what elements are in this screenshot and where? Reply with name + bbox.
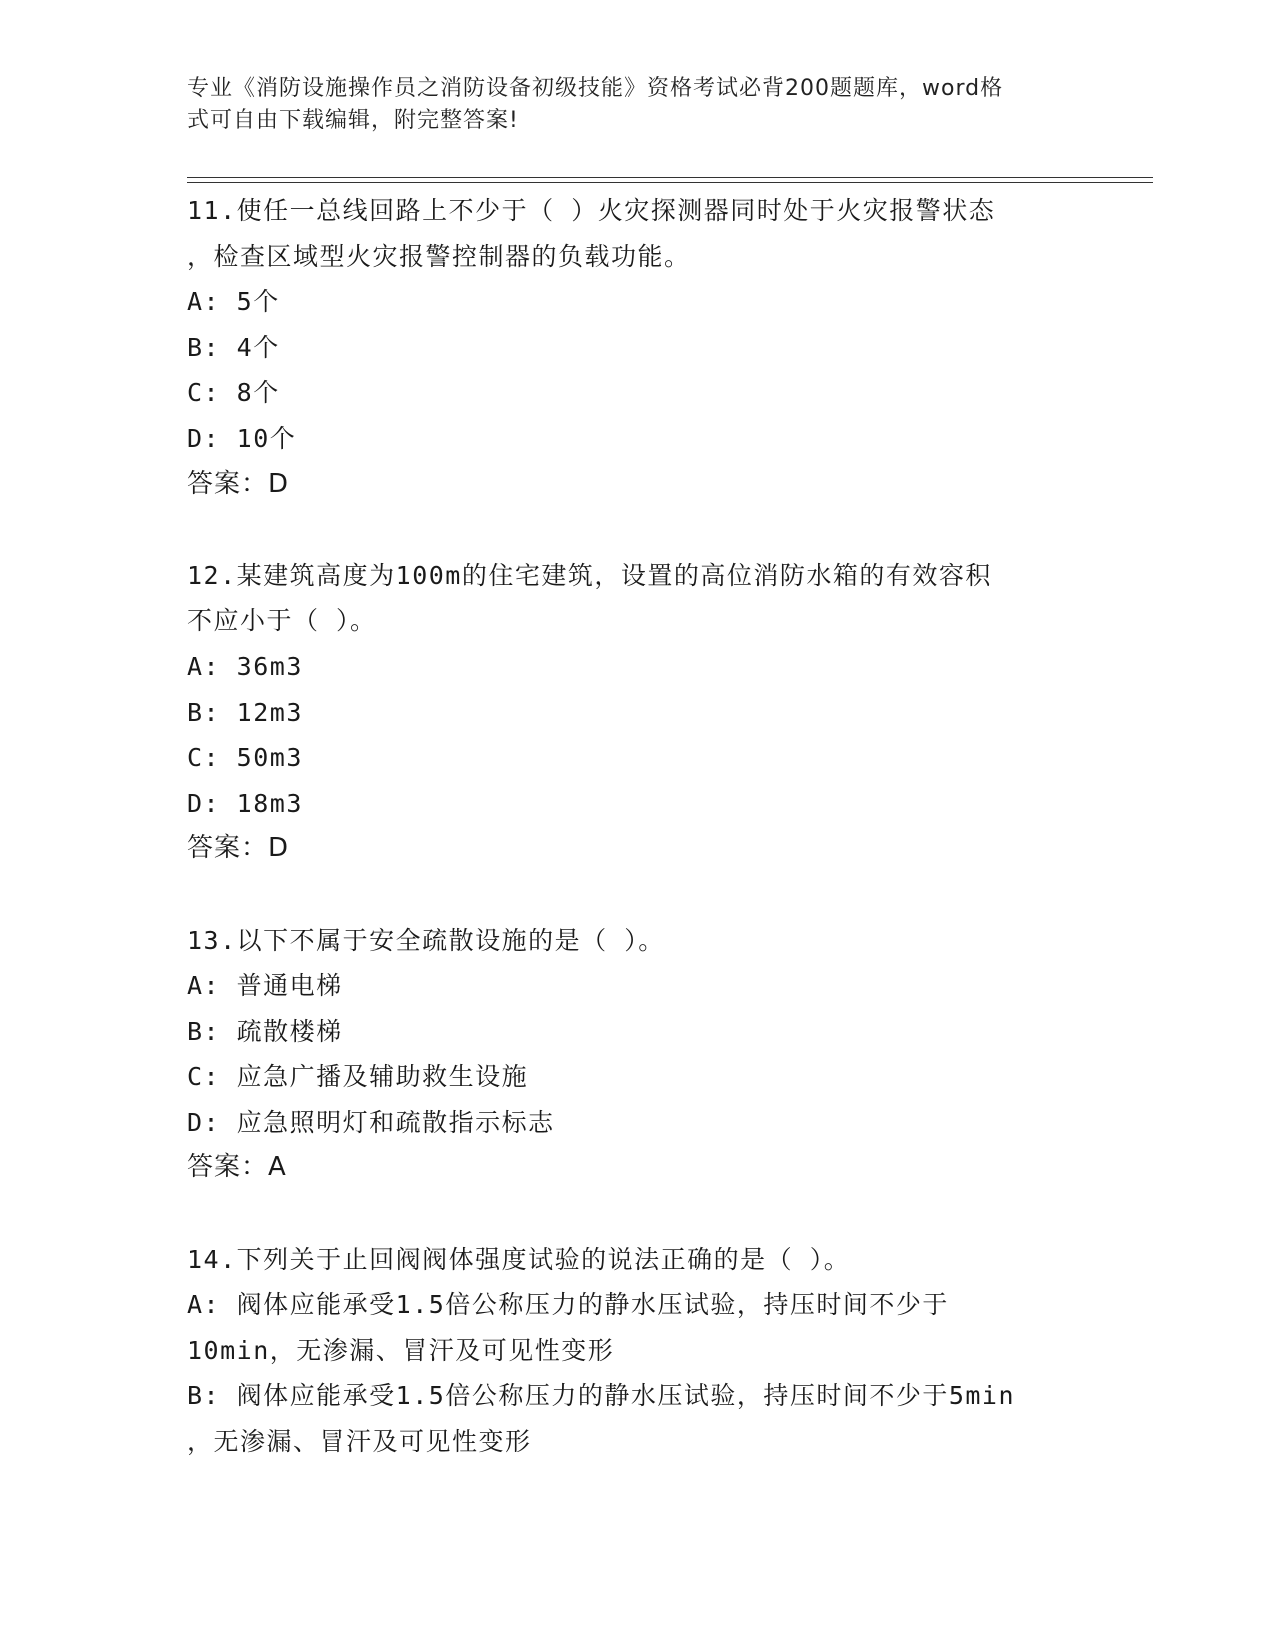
option-text: 12m3: [236, 697, 303, 727]
option-key: A:: [187, 1290, 221, 1320]
option-a: [187, 644, 1087, 690]
answer-line: 答案：A: [187, 1152, 287, 1183]
option-key: D:: [187, 788, 221, 818]
option-a: [187, 963, 1087, 1009]
option-key: A:: [187, 287, 221, 317]
question-12: [187, 553, 1087, 872]
option-key: C:: [187, 743, 221, 773]
option-d: [187, 1100, 1087, 1146]
question-list: [187, 188, 1087, 1465]
question-stem-line: ，检查区域型火灾报警控制器的负载功能。: [187, 241, 691, 271]
option-text: 8个: [236, 378, 280, 408]
header-line-1: 专业《消防设施操作员之消防设备初级技能》资格考试必背200题题库，word格: [187, 76, 1004, 101]
option-key: C:: [187, 378, 221, 408]
option-text: 50m3: [236, 743, 303, 773]
question-stem-line: 12.某建筑高度为100m的住宅建筑，设置的高位消防水箱的有效容积: [187, 560, 992, 590]
question-13: [187, 918, 1087, 1192]
option-key: A:: [187, 651, 221, 681]
option-b: [187, 1009, 1087, 1055]
option-text: 应急照明灯和疏散指示标志: [236, 1107, 555, 1137]
answer-line: 答案：D: [187, 468, 290, 499]
question-stem-line: 不应小于（ ）。: [187, 606, 377, 636]
option-key: A:: [187, 971, 221, 1001]
option-text: 阀体应能承受1.5倍公称压力的静水压试验，持压时间不少于5min: [236, 1381, 1016, 1411]
option-key: C:: [187, 1062, 221, 1092]
option-d: [187, 416, 1087, 462]
option-text: 10个: [236, 423, 297, 453]
question-11: [187, 188, 1087, 507]
question-stem-line: 14.下列关于止回阀阀体强度试验的说法正确的是（ ）。: [187, 1244, 851, 1274]
answer-line: 答案：D: [187, 833, 290, 864]
option-key: B:: [187, 1016, 221, 1046]
document-header: [187, 73, 1067, 137]
header-divider-bottom: [187, 182, 1153, 183]
option-text: 阀体应能承受1.5倍公称压力的静水压试验，持压时间不少于: [236, 1290, 949, 1320]
option-key: B:: [187, 1381, 221, 1411]
option-b-continuation: ，无渗漏、冒汗及可见性变形: [187, 1427, 532, 1457]
option-key: B:: [187, 332, 221, 362]
option-text: 普通电梯: [236, 971, 343, 1001]
option-d: [187, 781, 1087, 827]
option-text: 疏散楼梯: [236, 1016, 343, 1046]
option-c: [187, 1054, 1087, 1100]
option-a: [187, 279, 1087, 325]
question-14: [187, 1237, 1087, 1465]
header-divider-top: [187, 177, 1153, 178]
option-text: 应急广播及辅助救生设施: [236, 1062, 529, 1092]
question-stem-line: 13.以下不属于安全疏散设施的是（ ）。: [187, 925, 665, 955]
option-b: [187, 1373, 1087, 1419]
option-a: [187, 1282, 1087, 1328]
option-c: [187, 735, 1087, 781]
option-text: 5个: [236, 287, 280, 317]
question-stem-line: 11.使任一总线回路上不少于（ ）火灾探测器同时处于火灾报警状态: [187, 196, 996, 225]
header-line-2: 式可自由下载编辑，附完整答案!: [187, 108, 519, 133]
option-b: [187, 325, 1087, 371]
option-a-continuation: 10min，无渗漏、冒汗及可见性变形: [187, 1335, 615, 1365]
option-text: 4个: [236, 332, 280, 362]
option-c: [187, 370, 1087, 416]
option-key: D:: [187, 1107, 221, 1137]
option-key: B:: [187, 697, 221, 727]
option-text: 36m3: [236, 651, 303, 681]
option-key: D:: [187, 423, 221, 453]
option-text: 18m3: [236, 788, 303, 818]
option-b: [187, 690, 1087, 736]
